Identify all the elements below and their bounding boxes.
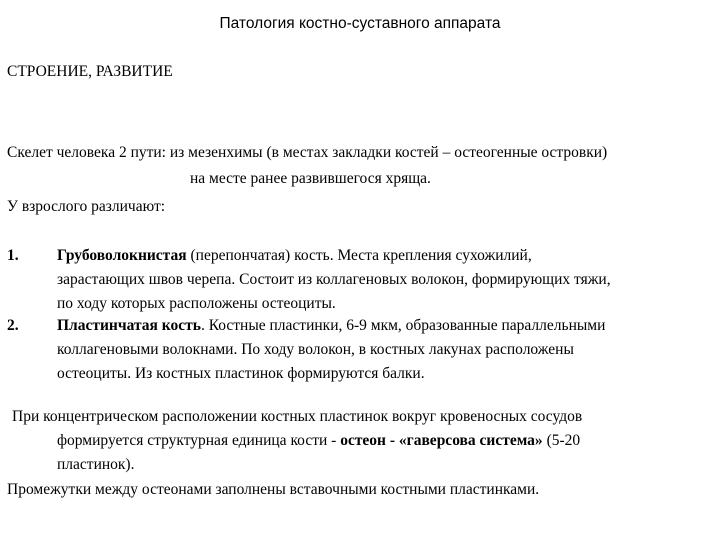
- osteon-term: остеон - «гаверсова система»: [340, 432, 543, 449]
- intro-line-1: Скелет человека 2 пути: из мезенхимы (в местах закладки костей – остеогенные островки): [7, 144, 608, 161]
- osteon-line-2: [57, 431, 580, 451]
- intro-line-2: на месте ранее развившегося хряща.: [190, 170, 431, 187]
- list-item-1: [57, 244, 611, 316]
- list-item-1-line-1-rest: (перепончатая) кость. Места крепления сухожилий,: [186, 247, 532, 264]
- osteon-line-1: При концентрическом расположении костных пластинок вокруг кровеносных сосудов: [12, 408, 583, 425]
- osteon-line-2-post: (5-20: [542, 432, 581, 449]
- intro-line-3: У взрослого различают:: [7, 198, 166, 215]
- list-item-1-term: Грубоволокнистая: [57, 247, 187, 264]
- list-item-2: [57, 314, 605, 386]
- section-heading: СТРОЕНИЕ, РАЗВИТИЕ: [7, 63, 173, 80]
- item-number-1: 1.: [7, 247, 19, 264]
- osteon-line-2-pre: формируется структурная единица кости -: [57, 432, 341, 449]
- page-title: Патология костно-суставного аппарата: [219, 15, 501, 32]
- item-number-2: 2.: [7, 317, 19, 334]
- list-item-2-term: Пластинчатая кость: [57, 317, 201, 334]
- osteon-line-3: пластинок).: [57, 456, 135, 473]
- list-item-2-line-3: остеоциты. Из костных пластинок формируются балки.: [57, 365, 425, 382]
- list-item-2-line-2: коллагеновыми волокнами. По ходу волокон, в костных лакунах расположены: [57, 341, 574, 358]
- list-item-2-line-1-rest: . Костные пластинки, 6-9 мкм, образованные параллельными: [200, 317, 606, 334]
- closing-line: Промежутки между остеонами заполнены вставочными костными пластинками.: [7, 481, 540, 498]
- list-item-1-line-3: по ходу которых расположены остеоциты.: [57, 295, 336, 312]
- list-item-1-line-2: зарастающих швов черепа. Состоит из коллагеновых волокон, формирующих тяжи,: [57, 271, 611, 288]
- list-item-2-line-1: [57, 314, 605, 338]
- list-item-1-line-1: [57, 244, 611, 268]
